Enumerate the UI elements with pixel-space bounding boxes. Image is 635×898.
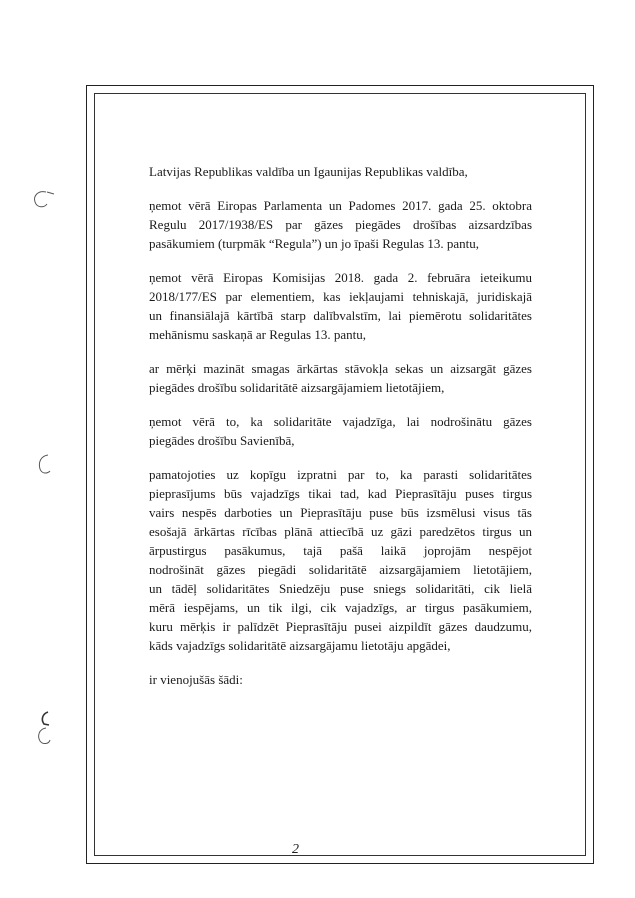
text-line: piegādes drošību Savienībā, bbox=[149, 433, 295, 448]
text-line: mehānismu saskaņā ar Regulas 13. pantu, bbox=[149, 327, 366, 342]
paragraph-regulation-reference bbox=[149, 196, 532, 253]
text-line: ar mērķi mazināt smagas ārkārtas stāvokļa sekas un aizsargāt gāzes bbox=[149, 361, 532, 376]
text-line: pieprasījums būs vajadzīgs tikai tad, kad Pieprasītāju puses tirgus bbox=[149, 486, 532, 501]
text-line: un tādēļ solidaritātes Sniedzēju puse sniegs solidaritāti, cik lielā bbox=[149, 581, 532, 596]
text-line: esošajā ārkārtas rīcības plānā attiecībā uz gāzi paredzētos tirgus un bbox=[149, 524, 532, 539]
text-line: kuru mērķis ir palīdzēt Pieprasītāju pusei aizpildīt gāzes daudzumu, bbox=[149, 619, 532, 634]
paragraph-recommendation-reference bbox=[149, 268, 532, 344]
text-line: kāds vajadzīgs solidaritātē aizsargājamu lietotāju apgādei, bbox=[149, 638, 451, 653]
page-number: 2 bbox=[292, 842, 299, 857]
text-line: vairs nespēs darboties un Pieprasītāju puse būs izsmēlusi visus tās bbox=[149, 505, 532, 520]
paragraph-agreement bbox=[149, 670, 532, 689]
text-line: ņemot vērā Eiropas Parlamenta un Padomes 2017. gada 25. oktobra bbox=[149, 198, 532, 213]
text-line: nodrošināt gāzes piegādi solidaritātē aizsargājamiem lietotājiem, bbox=[149, 562, 532, 577]
paragraph-aim bbox=[149, 359, 532, 397]
text-line: 2018/177/ES par elementiem, kas iekļaujami tehniskajā, juridiskajā bbox=[149, 289, 532, 304]
paragraph-preamble bbox=[149, 162, 532, 181]
punch-hole-mark-middle bbox=[34, 452, 58, 478]
text-line: piegādes drošību solidaritātē aizsargājamiem lietotājiem, bbox=[149, 380, 445, 395]
text-line: ņemot vērā Eiropas Komisijas 2018. gada 2. februāra ieteikumu bbox=[149, 270, 532, 285]
text-line: pamatojoties uz kopīgu izpratni par to, ka parasti solidaritātes bbox=[149, 467, 532, 482]
punch-hole-mark-top bbox=[30, 188, 58, 212]
document-body bbox=[149, 162, 532, 704]
text-line: un finansiālajā kārtībā starp dalībvalstīm, lai piemērotu solidaritātes bbox=[149, 308, 532, 323]
text-line: ārpustirgus pasākumus, tajā pašā laikā joprojām nespējot bbox=[149, 543, 532, 558]
text-line: ņemot vērā to, ka solidaritāte vajadzīga, lai nodrošinātu gāzes bbox=[149, 414, 532, 429]
paragraph-solidarity-needed bbox=[149, 412, 532, 450]
paragraph-common-understanding bbox=[149, 465, 532, 655]
text-line: Latvijas Republikas valdība un Igaunijas Republikas valdība, bbox=[149, 164, 468, 179]
text-line: pasākumiem (turpmāk “Regula”) un jo īpaši Regulas 13. pantu, bbox=[149, 236, 479, 251]
text-line: mērā iespējams, un tik ilgi, cik vajadzīgs, ar tirgus pasākumiem, bbox=[149, 600, 532, 615]
punch-hole-mark-bottom bbox=[34, 710, 60, 746]
text-line: ir vienojušās šādi: bbox=[149, 672, 243, 687]
text-line: Regulu 2017/1938/ES par gāzes piegādes drošības aizsardzības bbox=[149, 217, 532, 232]
